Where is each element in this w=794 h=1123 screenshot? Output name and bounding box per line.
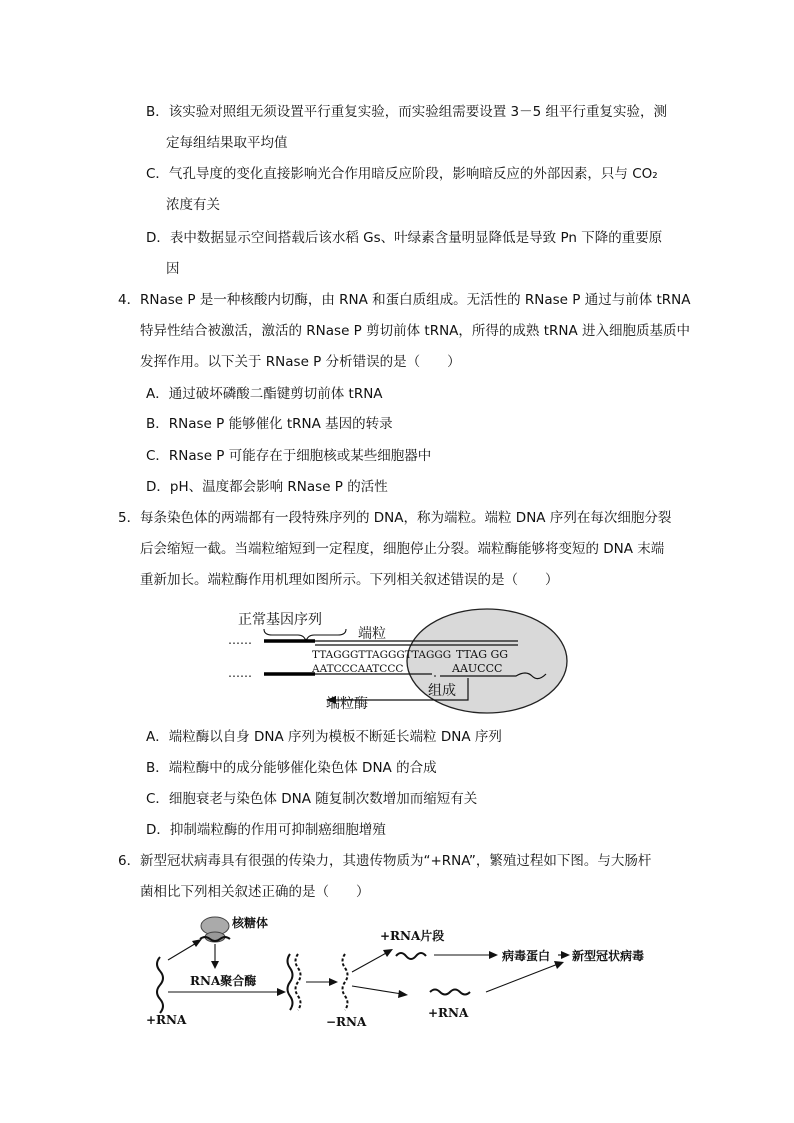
label-minus-rna: −RNA — [326, 1015, 367, 1029]
q6-stem-line2: 菌相比下列相关叙述正确的是（ ） — [140, 884, 370, 900]
q5-number: 5． — [118, 510, 141, 526]
plus-rna-fragment-strand — [396, 953, 426, 959]
label-plus-rna-fragment: +RNA片段 — [380, 929, 445, 943]
minus-strand-duplex — [296, 954, 301, 1010]
q3-option-d-line2: 因 — [166, 261, 180, 277]
seq-top-right: TTAG GG — [456, 648, 509, 661]
label-new-virus: 新型冠状病毒 — [572, 949, 645, 963]
dots-top: …… — [228, 633, 252, 647]
label-telomere: 端粒 — [358, 626, 386, 642]
seq-top: TTAGGGTTAGGGTTAGGG — [312, 649, 452, 661]
label-composition: 组成 — [428, 683, 456, 699]
label-viral-protein: 病毒蛋白 — [502, 949, 551, 963]
arrowhead-rna-fragment — [383, 949, 393, 957]
q5-option-c: C．细胞衰老与染色体 DNA 随复制次数增加而缩短有关 — [146, 791, 478, 807]
telomerase-figure — [220, 604, 580, 714]
label-telomerase: 端粒酶 — [326, 696, 368, 712]
seq-bottom: AATCCCAATCCC — [312, 663, 404, 675]
dots-bottom: …… — [228, 666, 252, 680]
q3-option-c-line1: C．气孔导度的变化直接影响光合作用暗反应阶段，影响暗反应的外部因素，只与 CO₂ — [146, 166, 658, 182]
arrow-plus-rna-to-virus — [486, 964, 558, 992]
label-plus-rna-left: +RNA — [146, 1013, 187, 1027]
q5-option-a: A．端粒酶以自身 DNA 序列为模板不断延长端粒 DNA 序列 — [146, 729, 502, 745]
q4-stem-line3: 发挥作用。以下关于 RNase P 分析错误的是（ ） — [140, 354, 461, 370]
label-rna-polymerase: RNA聚合酶 — [190, 974, 257, 988]
coronavirus-figure — [140, 912, 660, 1032]
arrowhead-plus-rna-right — [398, 990, 408, 998]
q3-option-b-line2: 定每组结果取平均值 — [166, 135, 288, 151]
arrowhead-minus-rna — [329, 978, 338, 986]
q3-option-b-line1: B．该实验对照组无须设置平行重复实验，而实验组需要设置 3－5 组平行重复实验，测 — [146, 104, 668, 120]
arrowhead-new-virus — [561, 951, 570, 959]
brace — [264, 629, 346, 641]
minus-rna-strand — [343, 954, 348, 1010]
label-normal-gene-sequence: 正常基因序列 — [238, 612, 322, 628]
label-plus-rna-right: +RNA — [428, 1006, 469, 1020]
q5-stem-line3: 重新加长。端粒酶作用机理如图所示。下列相关叙述错误的是（ ） — [140, 572, 559, 588]
arrow-to-rna-fragment — [352, 952, 388, 972]
label-ribosome: 核糖体 — [232, 916, 269, 930]
arrowhead-viral-protein — [489, 951, 498, 959]
q4-option-b: B．RNase P 能够催化 tRNA 基因的转录 — [146, 416, 393, 432]
q5-stem-line2: 后会缩短一截。当端粒缩短到一定程度，细胞停止分裂。端粒酶能够将变短的 DNA 末端 — [140, 541, 665, 557]
q4-stem-line1: RNase P 是一种核酸内切酶，由 RNA 和蛋白质组成。无活性的 RNase P 通过与前体 tRNA — [140, 292, 691, 308]
q3-option-d-line1: D．表中数据显示空间搭载后该水稻 Gs、叶绿素含量明显降低是导致 Pn 下降的重要原 — [146, 230, 663, 246]
seq-bottom-right: AAUCCC — [452, 662, 503, 675]
q4-option-c: C．RNase P 可能存在于细胞核或某些细胞器中 — [146, 448, 432, 464]
q4-option-a: A．通过破坏磷酸二酯键剪切前体 tRNA — [146, 386, 383, 402]
q5-stem-line1: 每条染色体的两端都有一段特殊序列的 DNA，称为端粒。端粒 DNA 序列在每次细胞分裂 — [140, 510, 672, 526]
plus-rna-right-strand — [430, 990, 470, 995]
arrowhead-ribosome — [192, 939, 202, 947]
plus-rna-left-strand — [157, 957, 163, 1013]
q4-number: 4． — [118, 292, 141, 308]
q6-number: 6． — [118, 853, 141, 869]
arrowhead-double-strand — [277, 988, 286, 996]
arrowhead-polymerase — [211, 961, 219, 969]
q6-stem-line1: 新型冠状病毒具有很强的传染力，其遗传物质为“+RNA”，繁殖过程如下图。与大肠杆 — [140, 853, 652, 869]
q5-option-b: B．端粒酶中的成分能够催化染色体 DNA 的合成 — [146, 760, 437, 776]
arrowhead-plus-rna-to-virus — [554, 961, 564, 969]
q4-option-d: D．pH、温度都会影响 RNase P 的活性 — [146, 479, 388, 495]
plus-strand-duplex — [288, 954, 293, 1010]
arrow-rna-to-ribosome — [168, 942, 198, 960]
q4-stem-line2: 特异性结合被激活，激活的 RNase P 剪切前体 tRNA，所得的成熟 tRNA 进入细胞质基质中 — [140, 323, 690, 339]
q5-option-d: D．抑制端粒酶的作用可抑制癌细胞增殖 — [146, 822, 386, 838]
arrow-to-plus-rna-right — [352, 986, 402, 994]
q3-option-c-line2: 浓度有关 — [166, 197, 220, 213]
